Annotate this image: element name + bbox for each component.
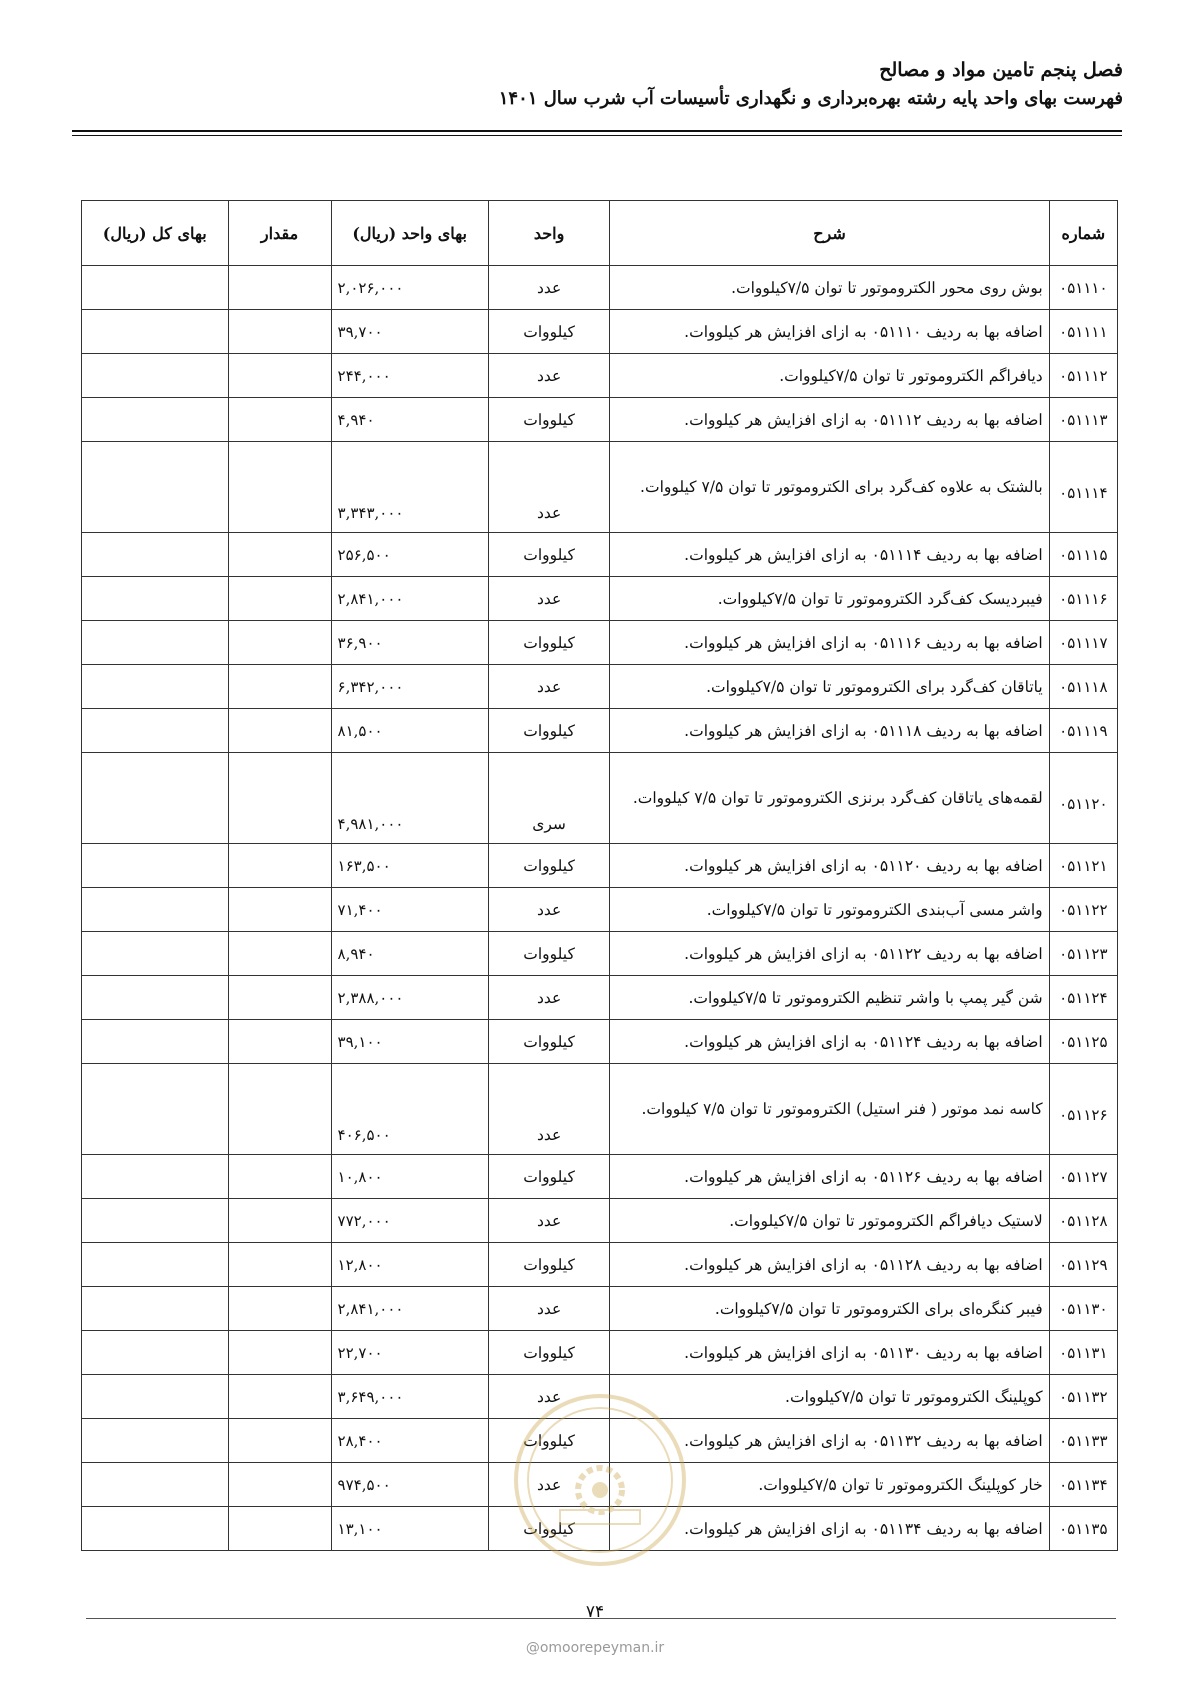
row-quantity bbox=[228, 533, 331, 577]
row-description: اضافه بها به ردیف ۰۵۱۱۲۲ به ازای افزایش هر کیلووات. bbox=[610, 932, 1049, 976]
row-unit: عدد bbox=[488, 976, 609, 1020]
table-row bbox=[82, 621, 1118, 665]
footer-rule bbox=[86, 1618, 1116, 1619]
table-row bbox=[82, 1507, 1118, 1551]
table-row bbox=[82, 665, 1118, 709]
row-code: ۰۵۱۱۲۰ bbox=[1049, 753, 1117, 844]
row-total-price bbox=[82, 1020, 229, 1064]
row-unit-price: ۳۹,۱۰۰ bbox=[331, 1020, 488, 1064]
row-description: اضافه بها به ردیف ۰۵۱۱۱۴ به ازای افزایش هر کیلووات. bbox=[610, 533, 1049, 577]
row-description: کوپلینگ الکتروموتور تا توان ۷/۵کیلووات. bbox=[610, 1375, 1049, 1419]
table-row bbox=[82, 1064, 1118, 1155]
row-unit: عدد bbox=[488, 1375, 609, 1419]
row-total-price bbox=[82, 976, 229, 1020]
column-header-unit: واحد bbox=[488, 201, 609, 266]
table-row bbox=[82, 1020, 1118, 1064]
row-quantity bbox=[228, 1020, 331, 1064]
row-total-price bbox=[82, 1064, 229, 1155]
table-row bbox=[82, 753, 1118, 844]
row-unit: کیلووات bbox=[488, 844, 609, 888]
header-rule-thick bbox=[72, 130, 1122, 132]
column-header-code: شماره bbox=[1049, 201, 1117, 266]
column-header-quantity: مقدار bbox=[228, 201, 331, 266]
table-row bbox=[82, 266, 1118, 310]
row-description: اضافه بها به ردیف ۰۵۱۱۱۶ به ازای افزایش هر کیلووات. bbox=[610, 621, 1049, 665]
column-header-unit-price: بهای واحد (ریال) bbox=[331, 201, 488, 266]
row-unit: کیلووات bbox=[488, 533, 609, 577]
row-unit-price: ۲,۸۴۱,۰۰۰ bbox=[331, 577, 488, 621]
row-unit: سری bbox=[488, 753, 609, 844]
row-description: اضافه بها به ردیف ۰۵۱۱۲۴ به ازای افزایش هر کیلووات. bbox=[610, 1020, 1049, 1064]
row-description: واشر مسی آب‌بندی الکتروموتور تا توان ۷/۵کیلووات. bbox=[610, 888, 1049, 932]
row-description: اضافه بها به ردیف ۰۵۱۱۲۶ به ازای افزایش هر کیلووات. bbox=[610, 1155, 1049, 1199]
page-number: ۷۴ bbox=[585, 1602, 605, 1622]
row-total-price bbox=[82, 577, 229, 621]
row-total-price bbox=[82, 1375, 229, 1419]
row-quantity bbox=[228, 1199, 331, 1243]
page-header bbox=[68, 56, 1123, 114]
row-unit: عدد bbox=[488, 888, 609, 932]
row-unit: عدد bbox=[488, 1064, 609, 1155]
row-code: ۰۵۱۱۲۴ bbox=[1049, 976, 1117, 1020]
row-total-price bbox=[82, 753, 229, 844]
row-description: اضافه بها به ردیف ۰۵۱۱۱۲ به ازای افزایش هر کیلووات. bbox=[610, 398, 1049, 442]
row-unit: کیلووات bbox=[488, 1243, 609, 1287]
row-description: شن گیر پمپ با واشر تنظیم الکتروموتور تا ۷/۵کیلووات. bbox=[610, 976, 1049, 1020]
row-total-price bbox=[82, 1507, 229, 1551]
row-code: ۰۵۱۱۳۵ bbox=[1049, 1507, 1117, 1551]
row-unit: کیلووات bbox=[488, 310, 609, 354]
row-quantity bbox=[228, 1331, 331, 1375]
row-total-price bbox=[82, 1331, 229, 1375]
row-quantity bbox=[228, 932, 331, 976]
row-unit-price: ۲,۳۸۸,۰۰۰ bbox=[331, 976, 488, 1020]
row-unit: کیلووات bbox=[488, 1507, 609, 1551]
row-description: فیبردیسک کف‌گرد الکتروموتور تا توان ۷/۵کیلووات. bbox=[610, 577, 1049, 621]
row-unit: کیلووات bbox=[488, 932, 609, 976]
row-code: ۰۵۱۱۳۲ bbox=[1049, 1375, 1117, 1419]
row-unit-price: ۲۴۴,۰۰۰ bbox=[331, 354, 488, 398]
row-code: ۰۵۱۱۱۶ bbox=[1049, 577, 1117, 621]
row-unit: عدد bbox=[488, 1199, 609, 1243]
row-total-price bbox=[82, 398, 229, 442]
row-code: ۰۵۱۱۱۲ bbox=[1049, 354, 1117, 398]
row-quantity bbox=[228, 621, 331, 665]
table-row bbox=[82, 442, 1118, 533]
table-row bbox=[82, 709, 1118, 753]
row-unit: کیلووات bbox=[488, 709, 609, 753]
row-quantity bbox=[228, 1419, 331, 1463]
column-header-description: شرح bbox=[610, 201, 1049, 266]
row-total-price bbox=[82, 1155, 229, 1199]
row-code: ۰۵۱۱۱۳ bbox=[1049, 398, 1117, 442]
row-unit: کیلووات bbox=[488, 398, 609, 442]
table-row bbox=[82, 1419, 1118, 1463]
row-quantity bbox=[228, 1375, 331, 1419]
row-description: بوش روی محور الکتروموتور تا توان ۷/۵کیلووات. bbox=[610, 266, 1049, 310]
row-code: ۰۵۱۱۳۰ bbox=[1049, 1287, 1117, 1331]
row-quantity bbox=[228, 1287, 331, 1331]
row-code: ۰۵۱۱۱۵ bbox=[1049, 533, 1117, 577]
row-quantity bbox=[228, 753, 331, 844]
row-quantity bbox=[228, 354, 331, 398]
row-code: ۰۵۱۱۲۳ bbox=[1049, 932, 1117, 976]
row-quantity bbox=[228, 577, 331, 621]
row-unit: کیلووات bbox=[488, 1331, 609, 1375]
row-quantity bbox=[228, 1243, 331, 1287]
table-row bbox=[82, 976, 1118, 1020]
row-unit-price: ۷۷۲,۰۰۰ bbox=[331, 1199, 488, 1243]
row-description: اضافه بها به ردیف ۰۵۱۱۱۰ به ازای افزایش هر کیلووات. bbox=[610, 310, 1049, 354]
row-description: کاسه نمد موتور ( فنر استیل) الکتروموتور تا توان ۷/۵ کیلووات. bbox=[610, 1064, 1049, 1155]
table-row bbox=[82, 1199, 1118, 1243]
row-quantity bbox=[228, 709, 331, 753]
row-description: بالشتک به علاوه کف‌گرد برای الکتروموتور تا توان ۷/۵ کیلووات. bbox=[610, 442, 1049, 533]
chapter-title: فصل پنجم تامین مواد و مصالح bbox=[879, 59, 1123, 81]
row-code: ۰۵۱۱۳۴ bbox=[1049, 1463, 1117, 1507]
table-header-row bbox=[82, 201, 1118, 266]
row-quantity bbox=[228, 266, 331, 310]
row-unit-price: ۸,۹۴۰ bbox=[331, 932, 488, 976]
row-quantity bbox=[228, 1507, 331, 1551]
row-unit-price: ۹۷۴,۵۰۰ bbox=[331, 1463, 488, 1507]
row-unit: عدد bbox=[488, 577, 609, 621]
row-total-price bbox=[82, 665, 229, 709]
row-total-price bbox=[82, 844, 229, 888]
row-quantity bbox=[228, 844, 331, 888]
row-unit-price: ۳,۶۴۹,۰۰۰ bbox=[331, 1375, 488, 1419]
row-description: دیافراگم الکتروموتور تا توان ۷/۵کیلووات. bbox=[610, 354, 1049, 398]
row-total-price bbox=[82, 1287, 229, 1331]
table-row bbox=[82, 844, 1118, 888]
row-total-price bbox=[82, 621, 229, 665]
row-code: ۰۵۱۱۲۵ bbox=[1049, 1020, 1117, 1064]
price-list-table bbox=[81, 200, 1118, 1551]
table-row bbox=[82, 1155, 1118, 1199]
table-row bbox=[82, 888, 1118, 932]
row-total-price bbox=[82, 1419, 229, 1463]
row-total-price bbox=[82, 709, 229, 753]
row-unit: عدد bbox=[488, 266, 609, 310]
header-rule-thin bbox=[72, 135, 1122, 136]
row-code: ۰۵۱۱۱۸ bbox=[1049, 665, 1117, 709]
row-description: اضافه بها به ردیف ۰۵۱۱۲۰ به ازای افزایش هر کیلووات. bbox=[610, 844, 1049, 888]
row-total-price bbox=[82, 1463, 229, 1507]
row-unit-price: ۷۱,۴۰۰ bbox=[331, 888, 488, 932]
table-row bbox=[82, 1243, 1118, 1287]
row-description: خار کوپلینگ الکتروموتور تا توان ۷/۵کیلووات. bbox=[610, 1463, 1049, 1507]
row-code: ۰۵۱۱۲۲ bbox=[1049, 888, 1117, 932]
row-description: فیبر کنگره‌ای برای الکتروموتور تا توان ۷/۵کیلووات. bbox=[610, 1287, 1049, 1331]
row-unit-price: ۳۶,۹۰۰ bbox=[331, 621, 488, 665]
row-unit-price: ۶,۳۴۲,۰۰۰ bbox=[331, 665, 488, 709]
table-row bbox=[82, 577, 1118, 621]
row-code: ۰۵۱۱۱۱ bbox=[1049, 310, 1117, 354]
row-unit-price: ۲,۰۲۶,۰۰۰ bbox=[331, 266, 488, 310]
row-total-price bbox=[82, 442, 229, 533]
row-quantity bbox=[228, 1064, 331, 1155]
row-code: ۰۵۱۱۲۹ bbox=[1049, 1243, 1117, 1287]
row-code: ۰۵۱۱۲۸ bbox=[1049, 1199, 1117, 1243]
row-code: ۰۵۱۱۱۷ bbox=[1049, 621, 1117, 665]
row-unit-price: ۴,۹۸۱,۰۰۰ bbox=[331, 753, 488, 844]
row-total-price bbox=[82, 354, 229, 398]
row-unit: کیلووات bbox=[488, 1419, 609, 1463]
row-unit-price: ۲۵۶,۵۰۰ bbox=[331, 533, 488, 577]
row-code: ۰۵۱۱۲۷ bbox=[1049, 1155, 1117, 1199]
row-description: اضافه بها به ردیف ۰۵۱۱۳۰ به ازای افزایش هر کیلووات. bbox=[610, 1331, 1049, 1375]
row-unit-price: ۳۹,۷۰۰ bbox=[331, 310, 488, 354]
row-description: اضافه بها به ردیف ۰۵۱۱۳۲ به ازای افزایش هر کیلووات. bbox=[610, 1419, 1049, 1463]
row-code: ۰۵۱۱۳۳ bbox=[1049, 1419, 1117, 1463]
row-unit-price: ۱۰,۸۰۰ bbox=[331, 1155, 488, 1199]
table-row bbox=[82, 354, 1118, 398]
row-quantity bbox=[228, 1155, 331, 1199]
table-row bbox=[82, 932, 1118, 976]
row-unit-price: ۲۲,۷۰۰ bbox=[331, 1331, 488, 1375]
row-total-price bbox=[82, 1199, 229, 1243]
row-unit-price: ۸۱,۵۰۰ bbox=[331, 709, 488, 753]
row-description: لاستیک دیافراگم الکتروموتور تا توان ۷/۵کیلووات. bbox=[610, 1199, 1049, 1243]
row-unit: عدد bbox=[488, 1463, 609, 1507]
table-body bbox=[82, 266, 1118, 1551]
table-row bbox=[82, 1463, 1118, 1507]
row-code: ۰۵۱۱۱۹ bbox=[1049, 709, 1117, 753]
row-unit: کیلووات bbox=[488, 1020, 609, 1064]
row-unit: کیلووات bbox=[488, 1155, 609, 1199]
row-total-price bbox=[82, 1243, 229, 1287]
row-unit: عدد bbox=[488, 1287, 609, 1331]
row-total-price bbox=[82, 266, 229, 310]
row-unit-price: ۳,۳۴۳,۰۰۰ bbox=[331, 442, 488, 533]
row-description: یاتاقان کف‌گرد برای الکتروموتور تا توان ۷/۵کیلووات. bbox=[610, 665, 1049, 709]
row-quantity bbox=[228, 442, 331, 533]
table-row bbox=[82, 533, 1118, 577]
row-unit: عدد bbox=[488, 442, 609, 533]
table-row bbox=[82, 1287, 1118, 1331]
row-description: اضافه بها به ردیف ۰۵۱۱۲۸ به ازای افزایش هر کیلووات. bbox=[610, 1243, 1049, 1287]
row-unit-price: ۲,۸۴۱,۰۰۰ bbox=[331, 1287, 488, 1331]
row-total-price bbox=[82, 888, 229, 932]
row-unit: عدد bbox=[488, 354, 609, 398]
row-total-price bbox=[82, 533, 229, 577]
row-description: اضافه بها به ردیف ۰۵۱۱۱۸ به ازای افزایش هر کیلووات. bbox=[610, 709, 1049, 753]
row-description: لقمه‌های یاتاقان کف‌گرد برنزی الکتروموتور تا توان ۷/۵ کیلووات. bbox=[610, 753, 1049, 844]
table-row bbox=[82, 1331, 1118, 1375]
row-total-price bbox=[82, 932, 229, 976]
row-code: ۰۵۱۱۱۴ bbox=[1049, 442, 1117, 533]
document-subtitle: فهرست بهای واحد پایه رشته بهره‌برداری و نگهداری تأسیسات آب شرب سال ۱۴۰۱ bbox=[498, 88, 1123, 109]
column-header-total-price: بهای کل (ریال) bbox=[82, 201, 229, 266]
row-unit: کیلووات bbox=[488, 621, 609, 665]
table-row bbox=[82, 398, 1118, 442]
row-unit-price: ۲۸,۴۰۰ bbox=[331, 1419, 488, 1463]
row-code: ۰۵۱۱۲۱ bbox=[1049, 844, 1117, 888]
row-unit: عدد bbox=[488, 665, 609, 709]
row-description: اضافه بها به ردیف ۰۵۱۱۳۴ به ازای افزایش هر کیلووات. bbox=[610, 1507, 1049, 1551]
row-code: ۰۵۱۱۳۱ bbox=[1049, 1331, 1117, 1375]
row-unit-price: ۴۰۶,۵۰۰ bbox=[331, 1064, 488, 1155]
row-quantity bbox=[228, 888, 331, 932]
row-total-price bbox=[82, 310, 229, 354]
row-code: ۰۵۱۱۲۶ bbox=[1049, 1064, 1117, 1155]
row-quantity bbox=[228, 976, 331, 1020]
watermark-text: @omoorepeyman.ir bbox=[525, 1640, 665, 1656]
row-quantity bbox=[228, 310, 331, 354]
row-unit-price: ۴,۹۴۰ bbox=[331, 398, 488, 442]
row-quantity bbox=[228, 1463, 331, 1507]
row-code: ۰۵۱۱۱۰ bbox=[1049, 266, 1117, 310]
table-row bbox=[82, 1375, 1118, 1419]
row-quantity bbox=[228, 398, 331, 442]
row-unit-price: ۱۲,۸۰۰ bbox=[331, 1243, 488, 1287]
row-unit-price: ۱۶۳,۵۰۰ bbox=[331, 844, 488, 888]
table-row bbox=[82, 310, 1118, 354]
row-quantity bbox=[228, 665, 331, 709]
row-unit-price: ۱۳,۱۰۰ bbox=[331, 1507, 488, 1551]
